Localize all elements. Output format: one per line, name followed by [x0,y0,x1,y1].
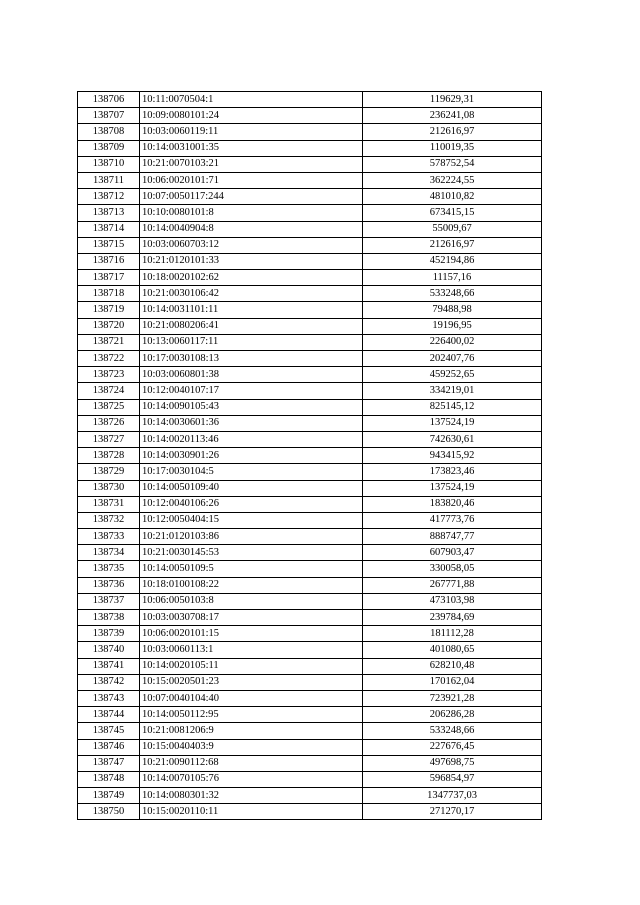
amount-cell: 533248,66 [363,723,542,739]
code-cell: 10:03:0060703:12 [140,237,363,253]
amount-cell: 79488,98 [363,302,542,318]
table-row [78,739,542,755]
amount-cell: 943415,92 [363,448,542,464]
id-cell: 138708 [78,124,140,140]
id-cell: 138729 [78,464,140,480]
id-cell: 138735 [78,561,140,577]
table-row [78,464,542,480]
table-row [78,577,542,593]
id-cell: 138748 [78,771,140,787]
amount-cell: 673415,15 [363,205,542,221]
id-cell: 138723 [78,367,140,383]
amount-cell: 137524,19 [363,480,542,496]
id-cell: 138714 [78,221,140,237]
table-row [78,707,542,723]
id-cell: 138716 [78,253,140,269]
amount-cell: 202407,76 [363,351,542,367]
code-cell: 10:12:0040106:26 [140,496,363,512]
amount-cell: 334219,01 [363,383,542,399]
id-cell: 138743 [78,690,140,706]
code-cell: 10:06:0020101:71 [140,172,363,188]
id-cell: 138712 [78,189,140,205]
id-cell: 138720 [78,318,140,334]
id-cell: 138732 [78,512,140,528]
table-row [78,270,542,286]
id-cell: 138711 [78,172,140,188]
amount-cell: 628210,48 [363,658,542,674]
amount-cell: 607903,47 [363,545,542,561]
table-row [78,723,542,739]
amount-cell: 362224,55 [363,172,542,188]
table-row [78,610,542,626]
table-row [78,205,542,221]
table-row [78,593,542,609]
code-cell: 10:12:0050404:15 [140,512,363,528]
id-cell: 138706 [78,92,140,108]
table-row [78,804,542,820]
code-cell: 10:18:0020102:62 [140,270,363,286]
table-row [78,545,542,561]
code-cell: 10:14:0050109:40 [140,480,363,496]
id-cell: 138717 [78,270,140,286]
table-row [78,512,542,528]
table-row [78,480,542,496]
table-row [78,642,542,658]
id-cell: 138747 [78,755,140,771]
id-cell: 138742 [78,674,140,690]
code-cell: 10:06:0050103:8 [140,593,363,609]
amount-cell: 206286,28 [363,707,542,723]
code-cell: 10:14:0070105:76 [140,771,363,787]
id-cell: 138713 [78,205,140,221]
code-cell: 10:18:0100108:22 [140,577,363,593]
amount-cell: 578752,54 [363,156,542,172]
code-cell: 10:12:0040107:17 [140,383,363,399]
amount-cell: 119629,31 [363,92,542,108]
table-row [78,351,542,367]
id-cell: 138719 [78,302,140,318]
code-cell: 10:14:0090105:43 [140,399,363,415]
id-cell: 138733 [78,529,140,545]
amount-cell: 723921,28 [363,690,542,706]
code-cell: 10:21:0120101:33 [140,253,363,269]
table-row [78,156,542,172]
code-cell: 10:03:0060119:11 [140,124,363,140]
table-row [78,383,542,399]
code-cell: 10:21:0030145:53 [140,545,363,561]
table-row [78,431,542,447]
id-cell: 138734 [78,545,140,561]
table-row [78,771,542,787]
amount-cell: 212616,97 [363,237,542,253]
amount-cell: 181112,28 [363,626,542,642]
table-row [78,237,542,253]
code-cell: 10:14:0030601:36 [140,415,363,431]
table-row [78,788,542,804]
table-row [78,286,542,302]
code-cell: 10:14:0040904:8 [140,221,363,237]
amount-cell: 55009,67 [363,221,542,237]
amount-cell: 19196,95 [363,318,542,334]
code-cell: 10:21:0070103:21 [140,156,363,172]
code-cell: 10:14:0080301:32 [140,788,363,804]
amount-cell: 170162,04 [363,674,542,690]
amount-cell: 11157,16 [363,270,542,286]
id-cell: 138741 [78,658,140,674]
code-cell: 10:17:0030104:5 [140,464,363,480]
code-cell: 10:14:0020105:11 [140,658,363,674]
amount-cell: 533248,66 [363,286,542,302]
table-row [78,561,542,577]
amount-cell: 888747,77 [363,529,542,545]
amount-cell: 330058,05 [363,561,542,577]
id-cell: 138749 [78,788,140,804]
amount-cell: 417773,76 [363,512,542,528]
id-cell: 138726 [78,415,140,431]
table-body [78,92,542,820]
code-cell: 10:21:0120103:86 [140,529,363,545]
id-cell: 138740 [78,642,140,658]
id-cell: 138721 [78,334,140,350]
amount-cell: 825145,12 [363,399,542,415]
table-row [78,674,542,690]
amount-cell: 226400,02 [363,334,542,350]
amount-cell: 481010,82 [363,189,542,205]
id-cell: 138710 [78,156,140,172]
table-row [78,690,542,706]
id-cell: 138718 [78,286,140,302]
code-cell: 10:15:0020110:11 [140,804,363,820]
table-row [78,755,542,771]
amount-cell: 267771,88 [363,577,542,593]
table-row [78,529,542,545]
table-row [78,124,542,140]
code-cell: 10:14:0031001:35 [140,140,363,156]
table-row [78,172,542,188]
code-cell: 10:15:0020501:23 [140,674,363,690]
amount-cell: 1347737,03 [363,788,542,804]
table-row [78,496,542,512]
id-cell: 138715 [78,237,140,253]
amount-cell: 742630,61 [363,431,542,447]
id-cell: 138746 [78,739,140,755]
amount-cell: 183820,46 [363,496,542,512]
code-cell: 10:07:0040104:40 [140,690,363,706]
table-row [78,626,542,642]
table-row [78,658,542,674]
code-cell: 10:21:0090112:68 [140,755,363,771]
code-cell: 10:03:0030708:17 [140,610,363,626]
id-cell: 138722 [78,351,140,367]
amount-cell: 239784,69 [363,610,542,626]
table-row [78,221,542,237]
id-cell: 138737 [78,593,140,609]
id-cell: 138730 [78,480,140,496]
id-cell: 138738 [78,610,140,626]
id-cell: 138736 [78,577,140,593]
table-row [78,140,542,156]
table-row [78,253,542,269]
code-cell: 10:06:0020101:15 [140,626,363,642]
table-row [78,108,542,124]
amount-cell: 173823,46 [363,464,542,480]
amount-cell: 497698,75 [363,755,542,771]
amount-cell: 271270,17 [363,804,542,820]
code-cell: 10:03:0060801:38 [140,367,363,383]
code-cell: 10:17:0030108:13 [140,351,363,367]
table-row [78,415,542,431]
code-cell: 10:21:0030106:42 [140,286,363,302]
amount-cell: 110019,35 [363,140,542,156]
table-row [78,448,542,464]
id-cell: 138725 [78,399,140,415]
amount-cell: 473103,98 [363,593,542,609]
table-row [78,318,542,334]
amount-cell: 236241,08 [363,108,542,124]
amount-cell: 401080,65 [363,642,542,658]
id-cell: 138724 [78,383,140,399]
amount-cell: 137524,19 [363,415,542,431]
code-cell: 10:14:0050112:95 [140,707,363,723]
id-cell: 138727 [78,431,140,447]
code-cell: 10:21:0081206:9 [140,723,363,739]
table-row [78,189,542,205]
id-cell: 138709 [78,140,140,156]
code-cell: 10:10:0080101:8 [140,205,363,221]
cadastral-value-table [77,91,542,820]
id-cell: 138739 [78,626,140,642]
id-cell: 138707 [78,108,140,124]
code-cell: 10:14:0020113:46 [140,431,363,447]
table-row [78,302,542,318]
table-row [78,92,542,108]
code-cell: 10:14:0031101:11 [140,302,363,318]
code-cell: 10:03:0060113:1 [140,642,363,658]
id-cell: 138731 [78,496,140,512]
table-row [78,367,542,383]
id-cell: 138728 [78,448,140,464]
code-cell: 10:07:0050117:244 [140,189,363,205]
table-row [78,399,542,415]
id-cell: 138750 [78,804,140,820]
code-cell: 10:09:0080101:24 [140,108,363,124]
amount-cell: 459252,65 [363,367,542,383]
id-cell: 138744 [78,707,140,723]
code-cell: 10:14:0030901:26 [140,448,363,464]
amount-cell: 212616,97 [363,124,542,140]
table-row [78,334,542,350]
amount-cell: 452194,86 [363,253,542,269]
code-cell: 10:14:0050109:5 [140,561,363,577]
code-cell: 10:13:0060117:11 [140,334,363,350]
code-cell: 10:21:0080206:41 [140,318,363,334]
code-cell: 10:11:0070504:1 [140,92,363,108]
amount-cell: 596854,97 [363,771,542,787]
amount-cell: 227676,45 [363,739,542,755]
id-cell: 138745 [78,723,140,739]
code-cell: 10:15:0040403:9 [140,739,363,755]
